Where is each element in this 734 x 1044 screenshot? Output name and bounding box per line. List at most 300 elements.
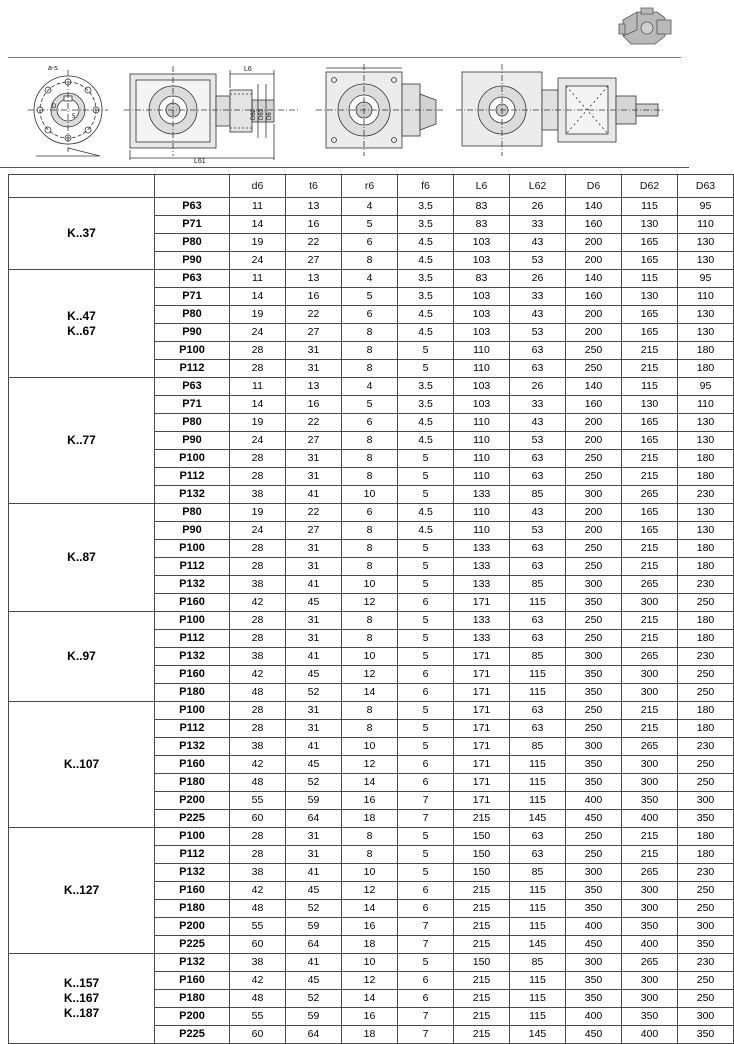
value-cell: 115 bbox=[510, 774, 566, 792]
value-cell: 27 bbox=[286, 522, 342, 540]
value-cell: 83 bbox=[454, 216, 510, 234]
value-cell: 6 bbox=[398, 972, 454, 990]
value-cell: 115 bbox=[510, 972, 566, 990]
value-cell: 110 bbox=[454, 468, 510, 486]
value-cell: 18 bbox=[342, 936, 398, 954]
value-cell: 31 bbox=[286, 360, 342, 378]
value-cell: 180 bbox=[678, 450, 734, 468]
value-cell: 215 bbox=[454, 1008, 510, 1026]
motor-size-cell: P100 bbox=[155, 342, 230, 360]
value-cell: 215 bbox=[622, 828, 678, 846]
value-cell: 350 bbox=[622, 792, 678, 810]
value-cell: 4 bbox=[342, 270, 398, 288]
header-divider bbox=[8, 57, 681, 58]
value-cell: 53 bbox=[510, 432, 566, 450]
value-cell: 42 bbox=[230, 882, 286, 900]
value-cell: 12 bbox=[342, 882, 398, 900]
value-cell: 300 bbox=[622, 666, 678, 684]
value-cell: 350 bbox=[678, 936, 734, 954]
value-cell: 5 bbox=[398, 828, 454, 846]
figure-side-section bbox=[124, 60, 304, 164]
value-cell: 63 bbox=[510, 846, 566, 864]
header-cell-D6: D6 bbox=[566, 175, 622, 198]
value-cell: 250 bbox=[678, 774, 734, 792]
value-cell: 115 bbox=[510, 756, 566, 774]
value-cell: 265 bbox=[622, 864, 678, 882]
value-cell: 450 bbox=[566, 810, 622, 828]
value-cell: 133 bbox=[454, 558, 510, 576]
value-cell: 8 bbox=[342, 324, 398, 342]
value-cell: 115 bbox=[510, 1008, 566, 1026]
value-cell: 41 bbox=[286, 576, 342, 594]
value-cell: 6 bbox=[342, 306, 398, 324]
value-cell: 6 bbox=[342, 504, 398, 522]
value-cell: 59 bbox=[286, 1008, 342, 1026]
value-cell: 215 bbox=[454, 882, 510, 900]
value-cell: 5 bbox=[398, 540, 454, 558]
value-cell: 31 bbox=[286, 468, 342, 486]
value-cell: 22 bbox=[286, 504, 342, 522]
value-cell: 60 bbox=[230, 936, 286, 954]
value-cell: 115 bbox=[510, 792, 566, 810]
value-cell: 171 bbox=[454, 756, 510, 774]
value-cell: 59 bbox=[286, 918, 342, 936]
motor-size-cell: P180 bbox=[155, 900, 230, 918]
value-cell: 250 bbox=[566, 702, 622, 720]
value-cell: 31 bbox=[286, 702, 342, 720]
value-cell: 165 bbox=[622, 234, 678, 252]
value-cell: 28 bbox=[230, 540, 286, 558]
motor-size-cell: P90 bbox=[155, 252, 230, 270]
motor-size-cell: P132 bbox=[155, 738, 230, 756]
value-cell: 115 bbox=[622, 270, 678, 288]
value-cell: 52 bbox=[286, 990, 342, 1008]
group-label-line: K..157 bbox=[63, 976, 100, 990]
value-cell: 63 bbox=[510, 342, 566, 360]
motor-size-cell: P180 bbox=[155, 774, 230, 792]
group-label-line: K..107 bbox=[63, 757, 100, 771]
group-label-line: K..37 bbox=[67, 226, 96, 240]
value-cell: 350 bbox=[566, 594, 622, 612]
motor-size-cell: P71 bbox=[155, 216, 230, 234]
value-cell: 11 bbox=[230, 270, 286, 288]
value-cell: 180 bbox=[678, 702, 734, 720]
value-cell: 48 bbox=[230, 684, 286, 702]
value-cell: 180 bbox=[678, 630, 734, 648]
value-cell: 63 bbox=[510, 828, 566, 846]
value-cell: 200 bbox=[566, 432, 622, 450]
value-cell: 3.5 bbox=[398, 198, 454, 216]
value-cell: 41 bbox=[286, 648, 342, 666]
value-cell: 63 bbox=[510, 630, 566, 648]
value-cell: 12 bbox=[342, 666, 398, 684]
value-cell: 24 bbox=[230, 432, 286, 450]
value-cell: 400 bbox=[622, 810, 678, 828]
value-cell: 200 bbox=[566, 234, 622, 252]
value-cell: 41 bbox=[286, 486, 342, 504]
value-cell: 165 bbox=[622, 504, 678, 522]
value-cell: 19 bbox=[230, 504, 286, 522]
value-cell: 12 bbox=[342, 594, 398, 612]
motor-size-cell: P132 bbox=[155, 576, 230, 594]
group-label-line: K..47 bbox=[67, 308, 96, 323]
value-cell: 10 bbox=[342, 954, 398, 972]
value-cell: 63 bbox=[510, 558, 566, 576]
value-cell: 350 bbox=[566, 882, 622, 900]
value-cell: 350 bbox=[566, 774, 622, 792]
value-cell: 130 bbox=[678, 432, 734, 450]
value-cell: 215 bbox=[622, 612, 678, 630]
value-cell: 16 bbox=[342, 1008, 398, 1026]
value-cell: 215 bbox=[622, 558, 678, 576]
value-cell: 300 bbox=[678, 1008, 734, 1026]
value-cell: 19 bbox=[230, 414, 286, 432]
value-cell: 250 bbox=[566, 540, 622, 558]
value-cell: 33 bbox=[510, 216, 566, 234]
value-cell: 13 bbox=[286, 378, 342, 396]
motor-size-cell: P225 bbox=[155, 810, 230, 828]
value-cell: 265 bbox=[622, 486, 678, 504]
value-cell: 265 bbox=[622, 648, 678, 666]
value-cell: 171 bbox=[454, 594, 510, 612]
value-cell: 171 bbox=[454, 648, 510, 666]
value-cell: 10 bbox=[342, 738, 398, 756]
gearbox-logo bbox=[617, 6, 677, 50]
value-cell: 250 bbox=[566, 450, 622, 468]
value-cell: 115 bbox=[510, 918, 566, 936]
value-cell: 150 bbox=[454, 828, 510, 846]
value-cell: 38 bbox=[230, 576, 286, 594]
value-cell: 11 bbox=[230, 198, 286, 216]
value-cell: 180 bbox=[678, 540, 734, 558]
value-cell: 31 bbox=[286, 540, 342, 558]
value-cell: 230 bbox=[678, 738, 734, 756]
header-cell-l62: L62 bbox=[510, 175, 566, 198]
value-cell: 16 bbox=[342, 792, 398, 810]
value-cell: 250 bbox=[566, 558, 622, 576]
figure-flange-view bbox=[22, 60, 116, 164]
value-cell: 4.5 bbox=[398, 432, 454, 450]
value-cell: 6 bbox=[398, 900, 454, 918]
value-cell: 8 bbox=[342, 558, 398, 576]
value-cell: 215 bbox=[622, 630, 678, 648]
value-cell: 171 bbox=[454, 666, 510, 684]
motor-size-cell: P180 bbox=[155, 684, 230, 702]
value-cell: 130 bbox=[622, 396, 678, 414]
value-cell: 350 bbox=[566, 756, 622, 774]
value-cell: 130 bbox=[678, 252, 734, 270]
value-cell: 110 bbox=[454, 522, 510, 540]
value-cell: 7 bbox=[398, 936, 454, 954]
value-cell: 5 bbox=[398, 576, 454, 594]
group-label-line: K..167 bbox=[63, 991, 100, 1005]
value-cell: 250 bbox=[678, 666, 734, 684]
value-cell: 8 bbox=[342, 468, 398, 486]
value-cell: 31 bbox=[286, 450, 342, 468]
value-cell: 43 bbox=[510, 306, 566, 324]
value-cell: 160 bbox=[566, 288, 622, 306]
value-cell: 300 bbox=[566, 648, 622, 666]
value-cell: 180 bbox=[678, 846, 734, 864]
motor-size-cell: P100 bbox=[155, 828, 230, 846]
value-cell: 8 bbox=[342, 522, 398, 540]
motor-size-cell: P132 bbox=[155, 486, 230, 504]
value-cell: 38 bbox=[230, 864, 286, 882]
value-cell: 45 bbox=[286, 666, 342, 684]
value-cell: 31 bbox=[286, 558, 342, 576]
group-label-line: K..97 bbox=[67, 649, 96, 663]
table-body bbox=[9, 198, 734, 1044]
value-cell: 42 bbox=[230, 972, 286, 990]
value-cell: 115 bbox=[510, 684, 566, 702]
value-cell: 115 bbox=[510, 900, 566, 918]
value-cell: 4.5 bbox=[398, 414, 454, 432]
value-cell: 3.5 bbox=[398, 216, 454, 234]
group-label bbox=[9, 198, 155, 270]
value-cell: 150 bbox=[454, 954, 510, 972]
value-cell: 215 bbox=[622, 450, 678, 468]
value-cell: 14 bbox=[230, 216, 286, 234]
value-cell: 130 bbox=[622, 288, 678, 306]
value-cell: 14 bbox=[342, 900, 398, 918]
value-cell: 265 bbox=[622, 738, 678, 756]
value-cell: 7 bbox=[398, 1008, 454, 1026]
table-head bbox=[9, 175, 734, 198]
motor-size-cell: P100 bbox=[155, 612, 230, 630]
value-cell: 14 bbox=[342, 990, 398, 1008]
motor-size-cell: P71 bbox=[155, 396, 230, 414]
value-cell: 215 bbox=[622, 468, 678, 486]
group-label bbox=[9, 504, 155, 612]
value-cell: 150 bbox=[454, 846, 510, 864]
group-label bbox=[9, 270, 155, 378]
value-cell: 103 bbox=[454, 234, 510, 252]
value-cell: 6 bbox=[398, 756, 454, 774]
value-cell: 28 bbox=[230, 612, 286, 630]
value-cell: 300 bbox=[566, 486, 622, 504]
motor-size-cell: P200 bbox=[155, 918, 230, 936]
value-cell: 171 bbox=[454, 702, 510, 720]
value-cell: 300 bbox=[622, 756, 678, 774]
value-cell: 200 bbox=[566, 252, 622, 270]
value-cell: 180 bbox=[678, 342, 734, 360]
motor-size-cell: P80 bbox=[155, 234, 230, 252]
motor-size-cell: P112 bbox=[155, 630, 230, 648]
value-cell: 28 bbox=[230, 468, 286, 486]
value-cell: 26 bbox=[510, 270, 566, 288]
value-cell: 63 bbox=[510, 540, 566, 558]
header-row bbox=[9, 175, 734, 198]
value-cell: 63 bbox=[510, 720, 566, 738]
value-cell: 300 bbox=[622, 684, 678, 702]
header-cell-l6: L6 bbox=[454, 175, 510, 198]
value-cell: 5 bbox=[398, 450, 454, 468]
value-cell: 171 bbox=[454, 738, 510, 756]
value-cell: 160 bbox=[566, 396, 622, 414]
header-cell-d6: d6 bbox=[230, 175, 286, 198]
value-cell: 400 bbox=[566, 918, 622, 936]
value-cell: 5 bbox=[398, 630, 454, 648]
value-cell: 4.5 bbox=[398, 252, 454, 270]
value-cell: 215 bbox=[454, 990, 510, 1008]
value-cell: 27 bbox=[286, 432, 342, 450]
group-label bbox=[9, 828, 155, 954]
value-cell: 200 bbox=[566, 522, 622, 540]
value-cell: 27 bbox=[286, 324, 342, 342]
motor-size-cell: P80 bbox=[155, 414, 230, 432]
value-cell: 300 bbox=[622, 990, 678, 1008]
motor-size-cell: P160 bbox=[155, 666, 230, 684]
value-cell: 7 bbox=[398, 1026, 454, 1044]
svg-text:D: D bbox=[52, 104, 57, 110]
dimensions-table-wrap bbox=[8, 174, 716, 1044]
value-cell: 110 bbox=[454, 450, 510, 468]
value-cell: 38 bbox=[230, 486, 286, 504]
value-cell: 230 bbox=[678, 648, 734, 666]
value-cell: 180 bbox=[678, 828, 734, 846]
value-cell: 8 bbox=[342, 846, 398, 864]
value-cell: 350 bbox=[566, 666, 622, 684]
value-cell: 28 bbox=[230, 846, 286, 864]
value-cell: 4.5 bbox=[398, 324, 454, 342]
value-cell: 33 bbox=[510, 288, 566, 306]
value-cell: 10 bbox=[342, 864, 398, 882]
value-cell: 48 bbox=[230, 774, 286, 792]
value-cell: 103 bbox=[454, 324, 510, 342]
value-cell: 43 bbox=[510, 234, 566, 252]
value-cell: 230 bbox=[678, 864, 734, 882]
value-cell: 215 bbox=[622, 342, 678, 360]
group-label-line: K..67 bbox=[67, 323, 96, 338]
value-cell: 85 bbox=[510, 576, 566, 594]
value-cell: 400 bbox=[566, 792, 622, 810]
value-cell: 8 bbox=[342, 612, 398, 630]
value-cell: 8 bbox=[342, 342, 398, 360]
value-cell: 250 bbox=[678, 882, 734, 900]
value-cell: 52 bbox=[286, 684, 342, 702]
value-cell: 6 bbox=[398, 684, 454, 702]
value-cell: 53 bbox=[510, 522, 566, 540]
value-cell: 53 bbox=[510, 324, 566, 342]
value-cell: 3.5 bbox=[398, 288, 454, 306]
group-label-line: K..187 bbox=[63, 1006, 100, 1020]
value-cell: 13 bbox=[286, 198, 342, 216]
value-cell: 3.5 bbox=[398, 270, 454, 288]
value-cell: 48 bbox=[230, 990, 286, 1008]
value-cell: 180 bbox=[678, 360, 734, 378]
header-cell-D63: D63 bbox=[678, 175, 734, 198]
value-cell: 85 bbox=[510, 738, 566, 756]
group-label bbox=[9, 612, 155, 702]
value-cell: 215 bbox=[454, 810, 510, 828]
value-cell: 165 bbox=[622, 522, 678, 540]
table-row bbox=[9, 270, 734, 288]
value-cell: 300 bbox=[678, 918, 734, 936]
value-cell: 16 bbox=[286, 396, 342, 414]
value-cell: 55 bbox=[230, 792, 286, 810]
svg-text:L61: L61 bbox=[194, 158, 206, 165]
value-cell: 400 bbox=[622, 936, 678, 954]
value-cell: 200 bbox=[566, 504, 622, 522]
value-cell: 300 bbox=[566, 864, 622, 882]
value-cell: 28 bbox=[230, 450, 286, 468]
value-cell: 171 bbox=[454, 720, 510, 738]
value-cell: 6 bbox=[398, 990, 454, 1008]
value-cell: 28 bbox=[230, 360, 286, 378]
value-cell: 110 bbox=[678, 396, 734, 414]
header-cell-r6: r6 bbox=[342, 175, 398, 198]
value-cell: 10 bbox=[342, 576, 398, 594]
motor-size-cell: P71 bbox=[155, 288, 230, 306]
value-cell: 265 bbox=[622, 954, 678, 972]
value-cell: 215 bbox=[454, 972, 510, 990]
value-cell: 215 bbox=[454, 1026, 510, 1044]
value-cell: 200 bbox=[566, 414, 622, 432]
value-cell: 300 bbox=[622, 972, 678, 990]
value-cell: 110 bbox=[678, 216, 734, 234]
value-cell: 140 bbox=[566, 378, 622, 396]
value-cell: 53 bbox=[510, 252, 566, 270]
value-cell: 215 bbox=[622, 720, 678, 738]
value-cell: 165 bbox=[622, 252, 678, 270]
value-cell: 180 bbox=[678, 468, 734, 486]
value-cell: 64 bbox=[286, 1026, 342, 1044]
value-cell: 33 bbox=[510, 396, 566, 414]
value-cell: 6 bbox=[398, 594, 454, 612]
value-cell: 250 bbox=[566, 630, 622, 648]
table-row bbox=[9, 612, 734, 630]
value-cell: 130 bbox=[678, 504, 734, 522]
value-cell: 6 bbox=[398, 666, 454, 684]
value-cell: 250 bbox=[566, 846, 622, 864]
value-cell: 133 bbox=[454, 540, 510, 558]
value-cell: 215 bbox=[622, 540, 678, 558]
value-cell: 115 bbox=[510, 594, 566, 612]
header-cell-f6: f6 bbox=[398, 175, 454, 198]
value-cell: 59 bbox=[286, 792, 342, 810]
value-cell: 5 bbox=[398, 468, 454, 486]
motor-size-cell: P200 bbox=[155, 1008, 230, 1026]
value-cell: 145 bbox=[510, 810, 566, 828]
svg-text:D6: D6 bbox=[267, 112, 273, 120]
value-cell: 110 bbox=[678, 288, 734, 306]
value-cell: 130 bbox=[678, 234, 734, 252]
motor-size-cell: P112 bbox=[155, 846, 230, 864]
value-cell: 110 bbox=[454, 432, 510, 450]
value-cell: 8 bbox=[342, 252, 398, 270]
value-cell: 31 bbox=[286, 720, 342, 738]
value-cell: 5 bbox=[398, 342, 454, 360]
value-cell: 115 bbox=[510, 990, 566, 1008]
value-cell: 43 bbox=[510, 504, 566, 522]
value-cell: 38 bbox=[230, 954, 286, 972]
figure-assembly-view bbox=[456, 60, 666, 164]
value-cell: 250 bbox=[678, 972, 734, 990]
value-cell: 4.5 bbox=[398, 504, 454, 522]
group-label bbox=[9, 702, 155, 828]
svg-text:L6: L6 bbox=[244, 66, 252, 73]
value-cell: 165 bbox=[622, 324, 678, 342]
motor-size-cell: P112 bbox=[155, 558, 230, 576]
value-cell: 42 bbox=[230, 594, 286, 612]
value-cell: 215 bbox=[454, 936, 510, 954]
value-cell: 150 bbox=[454, 864, 510, 882]
value-cell: 250 bbox=[566, 720, 622, 738]
value-cell: 64 bbox=[286, 936, 342, 954]
value-cell: 165 bbox=[622, 306, 678, 324]
motor-size-cell: P160 bbox=[155, 972, 230, 990]
value-cell: 5 bbox=[398, 486, 454, 504]
